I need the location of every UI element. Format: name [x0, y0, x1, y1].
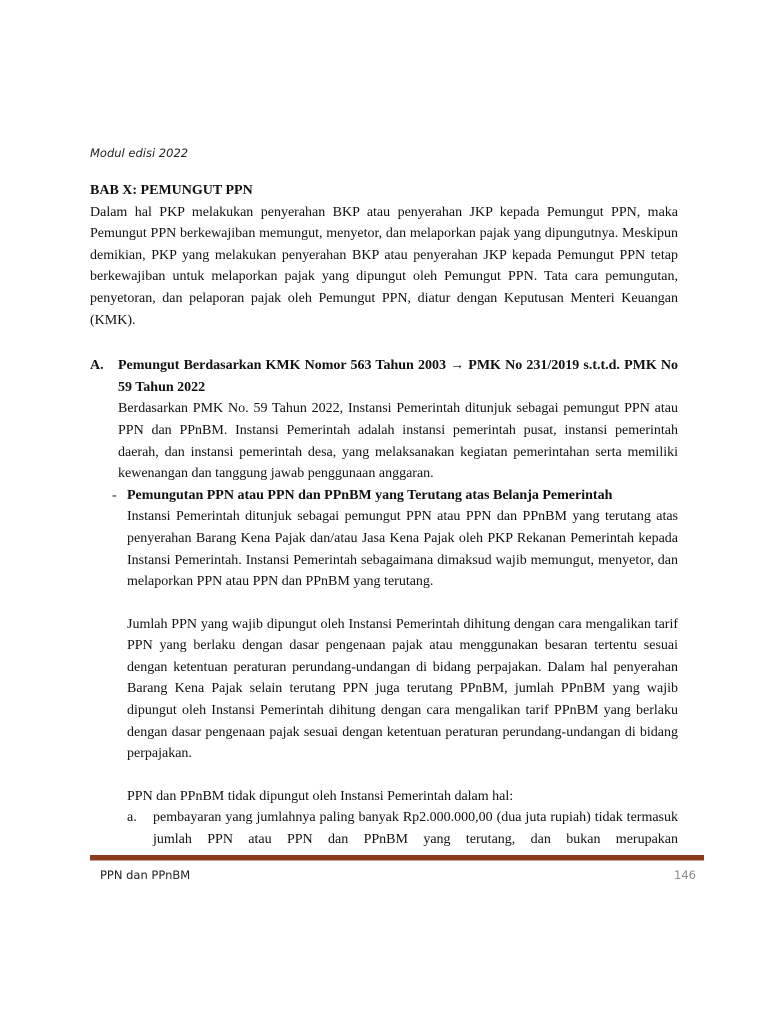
subsection-paragraph-2: Jumlah PPN yang wajib dipungut oleh Instansi Pemerintah dihitung dengan cara mengalikan tarif PPN yang berlaku dengan dasar pengenaan pajak atau menggunakan besaran tertentu sesuai dengan ketentuan peraturan perundang-undangan di bidang perpajakan. Dalam hal penyerahan Barang Kena Pajak selain terutang PPN juga terutang PPnBM, jumlah PPnBM yang wajib dipungut oleh Instansi Pemerintah dihitung dengan cara mengalikan tarif PPnBM yang berlaku dengan dasar pengenaan pajak sesuai dengan ketentuan peraturan perundang-undangan di bidang perpajakan.	[127, 616, 678, 762]
subsection-paragraph-1: Instansi Pemerintah ditunjuk sebagai pemungut PPN atau PPN dan PPnBM yang terutang atas penyerahan Barang Kena Pajak dan/atau Jasa Kena Pajak oleh PKP Rekanan Pemerintah kepada Instansi Pemerintah. Instansi Pemerintah sebagaimana dimaksud wajib memungut, menyetor, dan melaporkan PPN atau PPN dan PPnBM yang terutang.	[127, 509, 678, 590]
section-a-body: Berdasarkan PMK No. 59 Tahun 2022, Instansi Pemerintah ditunjuk sebagai pemungut PPN atau PPN dan PPnBM. Instansi Pemerintah adalah instansi pemerintah pusat, instansi pemerintah daerah, dan instansi pemerintah desa, yang melaksanakan kegiatan pemerintahan serta memiliki kewenangan dan tanggung jawab penggunaan anggaran.	[118, 401, 678, 482]
section-a	[90, 355, 678, 850]
chapter-title: BAB X: PEMUNGUT PPN	[90, 183, 253, 198]
subsection-title: Pemungutan PPN atau PPN dan PPnBM yang Terutang atas Belanja Pemerintah	[127, 487, 613, 503]
footer-divider-shadow	[90, 860, 704, 861]
subsection-pemungutan	[112, 485, 678, 851]
section-letter: A.	[90, 358, 104, 374]
list-item-text: pembayaran yang jumlahnya paling banyak Rp2.000.000,00 (dua juta rupiah) tidak termasuk jumlah PPN atau PPN dan PPnBM yang terutang, dan bukan merupakan	[153, 810, 678, 848]
list-marker: a.	[127, 810, 137, 826]
subsection-paragraph-3: PPN dan PPnBM tidak dipungut oleh Instansi Pemerintah dalam hal:	[127, 788, 514, 804]
chapter-intro-paragraph: Dalam hal PKP melakukan penyerahan BKP atau penyerahan JKP kepada Pemungut PPN, maka Pemungut PPN berkewajiban memungut, menyetor, dan melaporkan pajak yang dipungutnya. Meskipun demikian, PKP yang melakukan penyerahan BKP atau penyerahan JKP kepada Pemungut PPN tetap berkewajiban untuk melaporkan pajak yang dipungut oleh Pemungut PPN. Tata cara pemungutan, penyetoran, dan pelaporan pajak oleh Pemungut PPN, diatur dengan Keputusan Menteri Keuangan (KMK).	[90, 204, 678, 328]
list-item	[127, 807, 678, 850]
subsection-dash: -	[112, 487, 117, 503]
footer-title: PPN dan PPnBM	[100, 868, 191, 882]
page-number: 146	[674, 868, 696, 882]
section-a-title: Pemungut Berdasarkan KMK Nomor 563 Tahun 2003 → PMK No 231/2019 s.t.t.d. PMK No 59 Tahun 2022	[118, 358, 678, 395]
document-body	[90, 180, 678, 851]
module-edition-label: Modul edisi 2022	[90, 146, 189, 160]
